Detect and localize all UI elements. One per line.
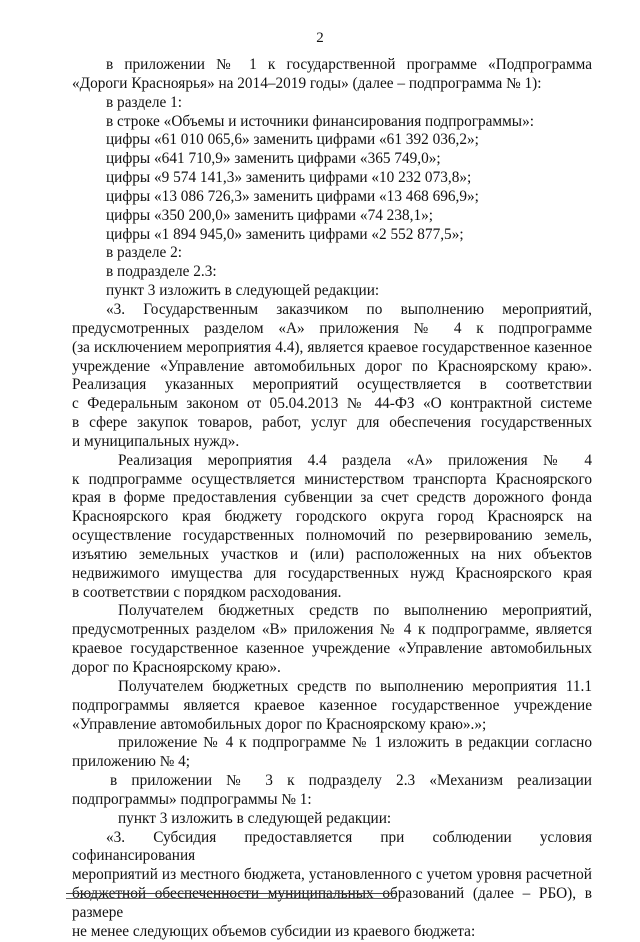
text-line: к подпрограмме осуществляется министерством транспорта Красноярского (72, 470, 592, 488)
text-line: пункт 3 изложить в следующей редакции: (106, 282, 380, 300)
text-line: в разделе 1: (106, 93, 182, 111)
text-line: подпрограммы» подпрограммы № 1: (72, 790, 312, 808)
text-line: в строке «Объемы и источники финансирования подпрограммы»: (106, 112, 534, 130)
text-line: предусмотренных разделом «А» приложения № 4 к подпрограмме (72, 319, 592, 337)
scan-edge-line (66, 898, 396, 900)
text-line: цифры «1 894 945,0» заменить цифрами «2 552 877,5»; (106, 225, 464, 243)
text-line: Реализация указанных мероприятий осуществляется в соответствии (72, 376, 592, 394)
text-line: (за исключением мероприятия 4.4), является краевое государственное казенное (72, 338, 592, 356)
text-line: в приложении № 3 к подразделу 2.3 «Механизм реализации (110, 772, 592, 790)
text-line: приложению № 4; (72, 753, 191, 771)
text-line: в подразделе 2.3: (106, 263, 217, 281)
text-line: «Управление автомобильных дорог по Красноярскому краю».»; (72, 715, 487, 733)
text-line: приложение № 4 к подпрограмме № 1 изложить в редакции согласно (118, 734, 592, 752)
text-line: Красноярского края бюджету городского округа город Красноярск на (72, 508, 592, 526)
text-line: цифры «61 010 065,6» заменить цифрами «61 392 036,2»; (106, 131, 479, 149)
text-line: цифры «641 710,9» заменить цифрами «365 749,0»; (106, 150, 441, 168)
text-line: краевое государственное казенное учреждение «Управление автомобильных (72, 640, 592, 658)
text-line: края в форме предоставления субвенции за счет средств дорожного фонда (72, 489, 592, 507)
text-line: «3. Субсидия предоставляется при соблюдении условия софинансирования (72, 828, 592, 865)
text-line: не менее следующих объемов субсидии из краевого бюджета: (72, 922, 476, 940)
scan-edge-line (66, 893, 396, 896)
text-line: и муниципальных нужд». (72, 432, 240, 450)
text-line: предусмотренных разделом «В» приложения № 4 к подпрограмме, является (72, 621, 592, 639)
text-line: «Дороги Красноярья» на 2014–2019 годы» (далее – подпрограмма № 1): (72, 74, 542, 92)
text-line: цифры «350 200,0» заменить цифрами «74 238,1»; (106, 206, 434, 224)
text-line: Получателем бюджетных средств по выполнению мероприятия 11.1 (118, 677, 592, 695)
text-line: цифры «9 574 141,3» заменить цифрами «10 232 073,8»; (106, 169, 472, 187)
text-line: с Федеральным законом от 05.04.2013 № 44-ФЗ «О контрактной системе (72, 395, 592, 413)
text-line: дорог по Красноярскому краю». (72, 659, 281, 676)
text-line: в соответствии с порядком расходования. (72, 583, 342, 601)
text-line: осуществление государственных полномочий по резервированию земель, (72, 527, 592, 545)
text-line: «3. Государственным заказчиком по выполнению мероприятий, (106, 300, 592, 318)
text-line: Реализация мероприятия 4.4 раздела «А» приложения № 4 (118, 451, 592, 469)
text-line: Получателем бюджетных средств по выполнению мероприятий, (118, 602, 592, 620)
text-line: в приложении № 1 к государственной программе «Подпрограмма (106, 56, 592, 73)
text-line: изъятию земельных участков и (или) расположенных на них объектов (72, 545, 592, 563)
page-number: 2 (316, 30, 324, 46)
document-body (72, 56, 592, 942)
text-line: в разделе 2: (106, 244, 182, 262)
text-line: цифры «13 086 726,3» заменить цифрами «13 468 696,9»; (106, 187, 479, 205)
text-line: подпрограммы является краевое казенное государственное учреждение (72, 696, 592, 714)
text-line: недвижимого имущества для государственных нужд Красноярского края (72, 564, 592, 582)
text-line: пункт 3 изложить в следующей редакции: (118, 809, 392, 827)
text-line: учреждение «Управление автомобильных дорог по Красноярскому краю». (72, 357, 592, 375)
text-line: в сфере закупок товаров, работ, услуг для обеспечения государственных (72, 414, 592, 432)
text-line: мероприятий из местного бюджета, установленного с учетом уровня расчетной (72, 866, 592, 884)
text-line: бюджетной обеспеченности муниципальных образований (далее – РБО), в размере (72, 885, 592, 921)
